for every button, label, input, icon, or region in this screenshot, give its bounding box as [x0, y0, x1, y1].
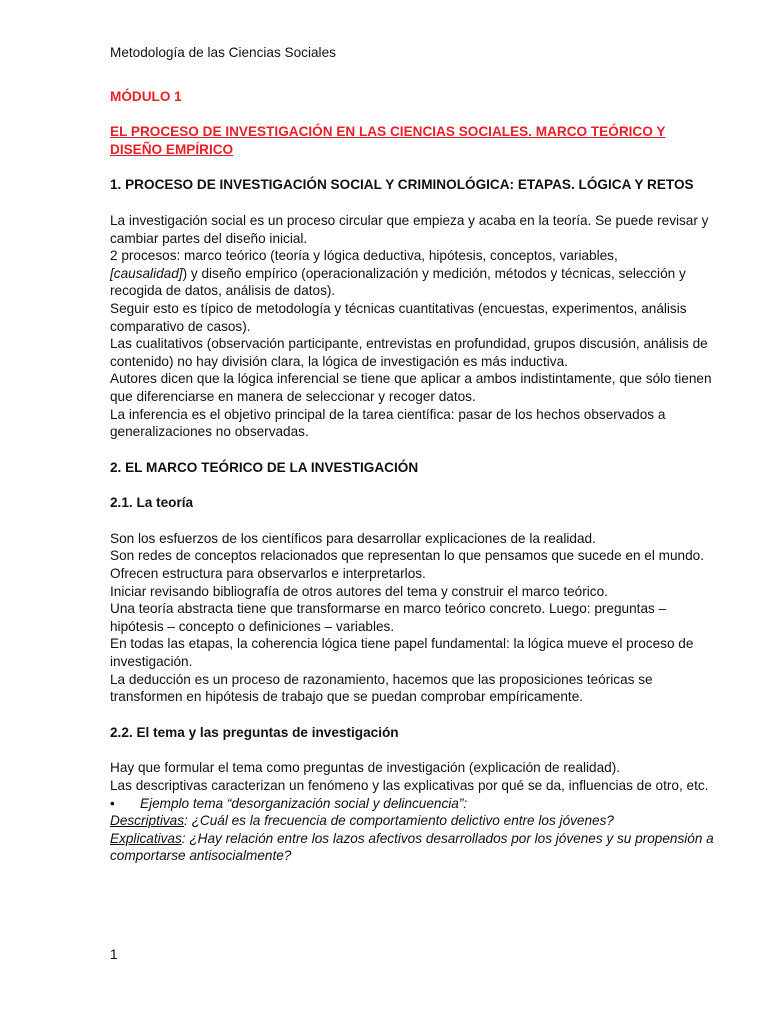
- page-number: 1: [110, 947, 118, 962]
- bullet-icon: •: [110, 795, 115, 811]
- section-2-2-heading: 2.2. El tema y las preguntas de investigación: [110, 724, 399, 740]
- paragraph: La investigación social es un proceso circular que empieza y acaba en la teoría. Se puede revisar y cambiar partes del diseño inicial.: [110, 212, 709, 246]
- section-2-heading: 2. EL MARCO TEÓRICO DE LA INVESTIGACIÓN: [110, 459, 419, 475]
- paragraph: En todas las etapas, la coherencia lógica tiene papel fundamental: la lógica mueve el proceso de investigación.: [110, 636, 694, 670]
- paragraph: Iniciar revisando bibliografía de otros autores del tema y construir el marco teórico.: [110, 583, 608, 599]
- paragraph: Las descriptivas caracterizan un fenómeno y las explicativas por qué se da, influencias de otro, etc.: [110, 778, 709, 793]
- explicative-question: [110, 830, 718, 865]
- document-title: EL PROCESO DE INVESTIGACIÓN EN LAS CIENCIAS SOCIALES. MARCO TEÓRICO Y DISEÑO EMPÍRICO: [110, 124, 666, 157]
- module-label: MÓDULO 1: [110, 88, 182, 104]
- descriptive-question: [110, 812, 718, 830]
- section-2-1-heading: 2.1. La teoría: [110, 495, 194, 511]
- paragraph: Son los esfuerzos de los científicos para desarrollar explicaciones de la realidad.: [110, 530, 596, 546]
- paragraph: Las cualitativos (observación participante, entrevistas en profundidad, grupos discusión, análisis de contenido) no hay división clara, la lógica de investigación es más inductiva.: [110, 336, 708, 369]
- paragraph: Son redes de conceptos relacionados que representan lo que pensamos que sucede en el mundo. Ofrecen estructura para observarlos e interpretarlos.: [110, 548, 705, 582]
- section-2-2-body: [110, 759, 718, 865]
- paragraph: La deducción es un proceso de razonamiento, hacemos que las proposiciones teóricas se transformen en hipótesis de trabajo que se puedan comprobar empíricamente.: [110, 671, 653, 705]
- section-1-heading: 1. PROCESO DE INVESTIGACIÓN SOCIAL Y CRIMINOLÓGICA: ETAPAS. LÓGICA Y RETOS: [110, 177, 694, 193]
- running-header: Metodología de las Ciencias Sociales: [110, 45, 336, 60]
- section-2-1-body: [110, 530, 718, 706]
- paragraph: Autores dicen que la lógica inferencial se tiene que aplicar a ambos indistintamente, que sólo tienen que diferenciarse en manera de seleccionar y recoger datos.: [110, 371, 712, 404]
- section-1-body: [110, 212, 718, 441]
- paragraph: Hay que formular el tema como preguntas de investigación (explicación de realidad).: [110, 760, 621, 776]
- paragraph: Una teoría abstracta tiene que transformarse en marco teórico concreto. Luego: preguntas – hipótesis – concepto o definiciones – variables.: [110, 601, 667, 634]
- example-bullet-item: [110, 795, 718, 813]
- paragraph-text: ) y diseño empírico (operacionalización y medición, métodos y técnicas, selección y recogida de datos, análisis de datos).: [110, 265, 686, 299]
- causalidad-term: [causalidad]: [110, 265, 183, 281]
- paragraph: La inferencia es el objetivo principal de la tarea científica: pasar de los hechos observados a generalizaciones no observadas.: [110, 406, 666, 440]
- paragraph-text: 2 procesos: marco teórico (teoría y lógica deductiva, hipótesis, conceptos, variables,: [110, 248, 618, 264]
- descriptive-text: : ¿Cuál es la frecuencia de comportamiento delictivo entre los jóvenes?: [184, 813, 614, 829]
- descriptive-label: Descriptivas: [110, 813, 185, 829]
- explicative-text: : ¿Hay relación entre los lazos afectivos desarrollados por los jóvenes y su propensión a comportarse antisocialmente?: [110, 830, 714, 864]
- paragraph: [110, 247, 718, 300]
- example-text: Ejemplo tema “desorganización social y delincuencia”:: [140, 795, 468, 811]
- explicative-label: Explicativas: [110, 830, 182, 846]
- paragraph: Seguir esto es típico de metodología y técnicas cuantitativas (encuestas, experimentos, análisis comparativo de casos).: [110, 300, 687, 334]
